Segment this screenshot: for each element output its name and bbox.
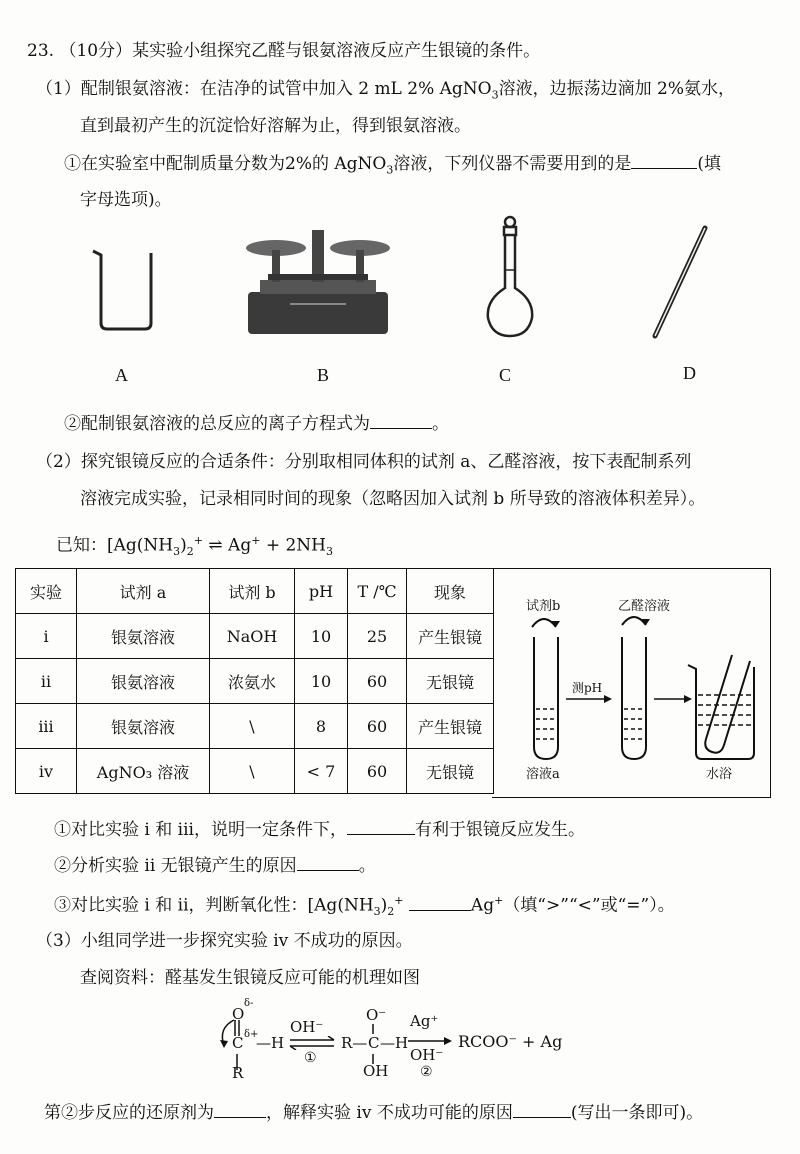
delta-plus: δ+ [244,1029,259,1040]
carbonyl-oxygen: O [232,1005,245,1023]
part1-line2: 直到最初产生的沉淀恰好溶解为止，得到银氨溶液。 [80,116,471,136]
table-header-row [16,569,494,614]
table-cell: i [16,614,77,659]
question1-line1: ①在实验室中配制质量分数为2%的 AgNO$_3$溶液，下列仪器不需要用到的是 (填 [64,154,721,177]
table-cell: AgNO₃ 溶液 [77,749,210,794]
table-cell: 60 [348,704,407,749]
option-a-label: A [115,365,128,385]
hydroxide-label-2: OH⁻ [410,1046,444,1064]
table-cell: 银氨溶液 [77,614,210,659]
option-d-label: D [683,363,696,383]
table-header: T /℃ [348,569,407,614]
table-cell: \ [210,749,295,794]
acetaldehyde-label: 乙醛溶液 [618,599,671,614]
answer-blank-5[interactable] [409,894,471,911]
reaction-arrow-icon [406,1036,454,1046]
subquestion-3: ③对比实验 i 和 ii，判断氧化性：[$Ag(NH_3)_2^+$ Ag+（填“>”“<”或“=”）。 [54,894,675,919]
experiment-table [15,568,494,794]
curved-arrow-icon [214,1010,254,1070]
table-cell: iii [16,704,77,749]
table-cell: 10 [295,659,348,704]
table-header: 试剂 a [77,569,210,614]
table-cell: 银氨溶液 [77,704,210,749]
answer-blank-2[interactable] [370,412,432,429]
table-cell: ii [16,659,77,704]
intermediate-bonds [368,1024,382,1094]
step-1-label: ① [304,1050,317,1066]
balance-icon [238,220,398,340]
glass-rod-icon [645,222,715,342]
table-cell: 浓氨水 [210,659,295,704]
question2: ②配制银氨溶液的总反应的离子方程式为 。 [64,414,449,434]
subquestion-1: ①对比实验 i 和 iii，说明一定条件下， 有利于银镜反应发生。 [54,820,585,840]
part1-line1: （1）配制银氨溶液：在洁净的试管中加入 2 mL 2% AgNO$_3$溶液，边振荡边滴加 2%氨水， [36,79,735,102]
option-b-label: B [317,365,330,385]
table-cell: NaOH [210,614,295,659]
table-cell: 60 [348,659,407,704]
hydroxide-label: OH⁻ [290,1018,324,1036]
table-header: 实验 [16,569,77,614]
product-label: RCOO⁻ + Ag [458,1032,563,1051]
table-cell: 无银镜 [407,659,494,704]
answer-blank-3[interactable] [347,818,415,835]
table-header: 现象 [407,569,494,614]
answer-blank-6[interactable] [214,1101,266,1118]
table-cell: \ [210,704,295,749]
delta-minus: δ- [244,998,254,1009]
question-title: 23. （10分）某实验小组探究乙醛与银氨溶液反应产生银镜的条件。 [27,41,541,61]
table-cell: 10 [295,614,348,659]
table-row [16,704,494,749]
reagent-b-label: 试剂b [526,599,561,614]
answer-blank-1[interactable] [631,152,697,169]
table-cell: 8 [295,704,348,749]
intermediate-oh: OH [363,1062,389,1080]
r-group: R [232,1064,244,1082]
question1-line2: 字母选项)。 [80,190,172,210]
carbonyl-carbon: C [232,1034,244,1052]
part3-line1: （3）小组同学进一步探究实验 iv 不成功的原因。 [36,931,413,951]
known-equation: 已知：[$Ag(NH_3)_2^+$ ⇌ $Ag^+ + 2NH_3$ [56,534,334,559]
table-cell: 产生银镜 [407,704,494,749]
table-header: 试剂 b [210,569,295,614]
part3-line2: 查阅资料：醛基发生银镜反应可能的机理如图 [80,968,420,988]
table-row [16,659,494,704]
experiment-diagram [492,568,771,798]
table-cell: 产生银镜 [407,614,494,659]
table-cell: 25 [348,614,407,659]
table-cell: 银氨溶液 [77,659,210,704]
table-row [16,614,494,659]
intermediate-c: C [368,1034,380,1052]
answer-blank-7[interactable] [513,1101,571,1118]
subquestion-2: ②分析实验 ii 无银镜产生的原因 。 [54,856,376,876]
solution-a-label: 溶液a [526,767,560,782]
intermediate-o-minus: O⁻ [366,1006,387,1024]
table-cell: 无银镜 [407,749,494,794]
volumetric-flask-icon [480,212,540,342]
intermediate-r: R— [341,1034,368,1052]
option-c-label: C [499,365,512,385]
bond-lines [228,1014,248,1084]
aldehyde-h: —H [256,1034,285,1052]
answer-blank-4[interactable] [297,854,359,871]
measure-ph-label: 测pH [572,681,603,695]
part2-line2: 溶液完成实验，记录相同时间的现象（忽略因加入试剂 b 所导致的溶液体积差异）。 [80,489,706,509]
water-bath-label: 水浴 [706,767,733,782]
silver-ion-label: Ag⁺ [410,1012,439,1030]
equilibrium-arrow-icon [288,1036,338,1050]
beaker-icon [85,243,165,335]
part2-line1: （2）探究银镜反应的合适条件：分别取相同体积的试剂 a、乙醛溶液，按下表配制系列 [36,452,692,472]
intermediate-h: —H [380,1034,409,1052]
table-header: pH [295,569,348,614]
table-row [16,749,494,794]
step-2-label: ② [420,1064,433,1080]
table-cell: iv [16,749,77,794]
table-cell: 60 [348,749,407,794]
table-cell: < 7 [295,749,348,794]
final-question: 第②步反应的还原剂为 ，解释实验 iv 不成功可能的原因 (写出一条即可)。 [44,1103,704,1123]
